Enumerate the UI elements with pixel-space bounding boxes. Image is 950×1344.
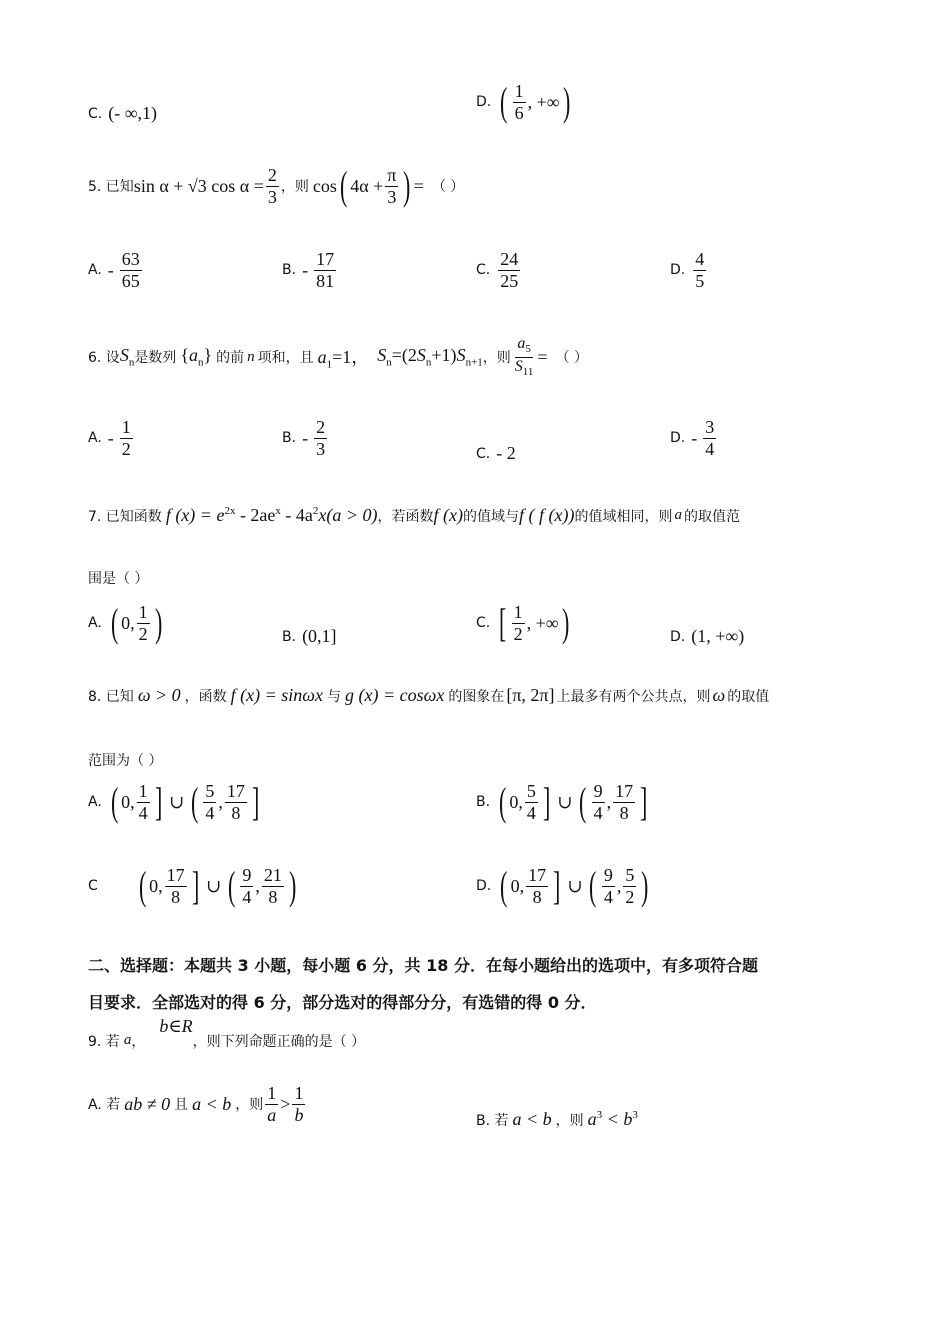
sign: - bbox=[691, 427, 698, 448]
var-a: a bbox=[123, 1032, 132, 1048]
sub: n bbox=[425, 357, 432, 370]
frac-den: 65 bbox=[121, 270, 140, 291]
answer-blank: （ ） bbox=[555, 350, 588, 367]
option-label: D. bbox=[670, 430, 686, 447]
sup: 3 bbox=[596, 1109, 603, 1121]
frac-den: a bbox=[267, 1104, 277, 1125]
text: ，则下列命题正确的是（ ） bbox=[192, 1033, 366, 1050]
var-S: S bbox=[514, 357, 523, 375]
question-8: 8. 已知 ω > 0 ，函数 f (x) = sinωx 与 g (x) = cosωx 的图象在 [π, 2π] 上最多有两个公共点，则 ω 的取值 bbox=[88, 685, 770, 705]
var-a: a bbox=[674, 507, 682, 523]
union: ∪ bbox=[205, 875, 222, 896]
q8-option-d: D. ( 0, $\frac{17}{8}$ ] ∪ ( $\frac{9}{4}$ , $\frac{5}{2}$ ) bbox=[476, 863, 649, 909]
q8-number: 8. 已知 bbox=[88, 688, 134, 705]
option-label: A. bbox=[88, 794, 102, 811]
q6-option-c bbox=[476, 443, 516, 464]
q7-option-b bbox=[282, 626, 337, 647]
sub: 11 bbox=[522, 365, 534, 378]
option-label: C. bbox=[476, 262, 491, 279]
option-label: D. bbox=[476, 878, 492, 895]
var-n: n bbox=[247, 348, 255, 365]
sub: 1 bbox=[326, 359, 333, 372]
text: 项和，且 bbox=[257, 350, 314, 367]
func: f (x) bbox=[433, 505, 464, 525]
text: x(a > 0) bbox=[318, 505, 378, 525]
frac-num: 5 bbox=[205, 781, 215, 801]
value: =1， bbox=[332, 347, 370, 368]
q5-option-a bbox=[88, 250, 144, 291]
q4-option-c bbox=[88, 103, 157, 124]
q8-option-b: B. ( 0, $\frac{5}{4}$ ] ∪ ( $\frac{9}{4}$ , $\frac{17}{8}$ ] bbox=[476, 779, 648, 825]
var-S: S bbox=[377, 345, 387, 366]
q5-number: 5. 已知 bbox=[88, 179, 134, 196]
option-label: C. bbox=[476, 445, 491, 462]
answer-blank: （ ） bbox=[431, 179, 465, 196]
text: 且 bbox=[174, 1097, 189, 1114]
q5-option-c bbox=[476, 250, 522, 291]
frac-den: 2 bbox=[121, 438, 131, 459]
q5-lhs: sin α + √3 cos α = bbox=[133, 175, 264, 196]
q9-number: 9. 若 bbox=[88, 1033, 120, 1050]
q6-option-a bbox=[88, 418, 135, 459]
text: ，则 bbox=[482, 350, 511, 367]
interval-tail: , +∞ bbox=[526, 612, 559, 633]
frac-den: 8 bbox=[619, 802, 629, 823]
frac-den: 3 bbox=[387, 186, 397, 207]
frac-num: 1 bbox=[121, 417, 131, 437]
text: 的图象在 bbox=[448, 688, 505, 705]
sign: - bbox=[107, 259, 114, 280]
option-label: A. bbox=[88, 615, 102, 632]
frac-den: 8 bbox=[532, 886, 542, 907]
var-a: a bbox=[587, 1109, 597, 1129]
option-label: A. bbox=[88, 262, 102, 279]
option-value: - 2 bbox=[496, 443, 516, 463]
interval-start: 0, bbox=[510, 875, 525, 896]
frac-num: 5 bbox=[526, 781, 536, 801]
frac-num: 17 bbox=[166, 865, 185, 885]
frac-num: 1 bbox=[267, 1083, 277, 1103]
union: ∪ bbox=[557, 791, 573, 812]
section-2-heading-line1: 二、选择题：本题共 3 小题，每小题 6 分，共 18 分．在每小题给出的选项中，有多项符合题 bbox=[88, 956, 758, 975]
q8-option-a: A. ( 0, $\frac{1}{4}$ ] ∪ ( $\frac{5}{4}$ , $\frac{17}{8}$ ] bbox=[88, 779, 260, 825]
sign: - bbox=[302, 259, 309, 280]
q5-cos: cos bbox=[312, 175, 337, 196]
frac-den: 6 bbox=[514, 102, 524, 123]
option-label: C bbox=[88, 878, 98, 895]
frac-num: 3 bbox=[705, 417, 715, 437]
frac-den: 4 bbox=[205, 802, 215, 823]
frac-num: 21 bbox=[263, 865, 282, 885]
question-6: 6. 设 $S_n$ 是数列 $\{a_n\}$ 的前 n 项和，且 $a_1=1$， $S_n=(2S_n+1)S_{n+1}$ ，则 $\frac{a_5}{S_{11}}$ = （ ） bbox=[88, 335, 588, 378]
text: 上最多有两个公共点，则 bbox=[556, 688, 711, 705]
omega: ω bbox=[712, 685, 726, 705]
union: ∪ bbox=[168, 791, 185, 812]
q5-eq: = bbox=[413, 175, 424, 196]
frac-den: 4 bbox=[138, 802, 148, 823]
frac-num: 2 bbox=[267, 165, 277, 185]
frac-num: 1 bbox=[513, 602, 523, 622]
frac-num: 9 bbox=[593, 781, 603, 801]
frac-den: 4 bbox=[526, 802, 536, 823]
question-5: 5. 已知 sin α + √3 cos α = $\frac{2}{3}$ ，则 cos ( 4α + $\frac{\pi}{3}$ ) = （ ） bbox=[88, 163, 465, 209]
text: ，则 bbox=[235, 1097, 264, 1114]
text: - 2ae bbox=[235, 505, 276, 525]
frac-num: 17 bbox=[615, 781, 634, 801]
sup: 3 bbox=[632, 1109, 638, 1121]
frac-num: 63 bbox=[121, 249, 140, 269]
frac-den: 2 bbox=[513, 623, 523, 644]
option-label: B. bbox=[282, 628, 297, 645]
sub: 5 bbox=[525, 343, 531, 356]
text: ， bbox=[131, 1033, 146, 1050]
interval: π, 2π bbox=[512, 685, 549, 705]
var-S: S bbox=[456, 345, 466, 366]
gt: > bbox=[280, 1093, 291, 1114]
sup: x bbox=[275, 505, 281, 517]
frac-den: 5 bbox=[695, 270, 705, 291]
frac-den: 4 bbox=[593, 802, 603, 823]
q5-conj: ，则 bbox=[280, 179, 309, 196]
frac-num: π bbox=[387, 165, 397, 185]
var-a: a bbox=[188, 345, 198, 366]
frac-num: 24 bbox=[500, 249, 519, 269]
q9-set bbox=[159, 1016, 192, 1037]
frac-num: 9 bbox=[242, 865, 252, 885]
option-value: (0,1] bbox=[302, 626, 337, 646]
frac-num: 9 bbox=[603, 865, 613, 885]
text: 的值域相同，则 bbox=[574, 508, 673, 525]
sign: - bbox=[107, 427, 114, 448]
q7-option-c: C. [ $\frac{1}{2}$ , +∞ ) bbox=[476, 600, 569, 646]
interval-start: 0, bbox=[121, 791, 135, 812]
sup: 2x bbox=[224, 505, 236, 517]
text: < b bbox=[602, 1109, 633, 1129]
frac-num: 17 bbox=[528, 865, 547, 885]
text: ，函数 bbox=[184, 688, 227, 705]
interval-start: 0, bbox=[121, 612, 135, 633]
q4-option-d: D. ( $\frac{1}{6}$ , +∞ ) bbox=[476, 79, 570, 125]
eq: = bbox=[537, 346, 548, 367]
q7-option-a: A. ( 0, $\frac{1}{2}$ ) bbox=[88, 600, 162, 646]
func-g: g (x) = cosωx bbox=[345, 685, 445, 705]
frac-num: 1 bbox=[138, 602, 148, 622]
option-label: B. 若 bbox=[476, 1112, 509, 1129]
frac-den: 3 bbox=[267, 186, 277, 207]
text: 的取值 bbox=[727, 688, 770, 705]
b-in-r: b∈R bbox=[159, 1016, 193, 1036]
frac-den: 4 bbox=[242, 886, 252, 907]
frac-num: 1 bbox=[294, 1083, 304, 1103]
option-label: C. bbox=[476, 615, 491, 632]
union: ∪ bbox=[567, 875, 583, 896]
text: 的取值范 bbox=[683, 508, 740, 525]
sub: n bbox=[128, 357, 135, 370]
frac-den: b bbox=[294, 1104, 304, 1125]
frac-den: 81 bbox=[316, 270, 335, 291]
q5-option-d bbox=[670, 250, 708, 291]
option-label: D. bbox=[670, 628, 686, 645]
frac-den: 2 bbox=[138, 623, 148, 644]
q9-option-a bbox=[88, 1084, 307, 1125]
q8-option-c: C ( 0, $\frac{17}{8}$ ] ∪ ( $\frac{9}{4}$ , $\frac{21}{8}$ ) bbox=[88, 863, 297, 909]
text: ，若函数 bbox=[377, 508, 434, 525]
sign: - bbox=[302, 427, 309, 448]
text: 与 bbox=[327, 688, 342, 705]
interval-start: 0, bbox=[149, 875, 163, 896]
frac-num: 1 bbox=[138, 781, 148, 801]
var-S: S bbox=[416, 345, 426, 366]
frac-num: 17 bbox=[226, 781, 245, 801]
interval-tail: , +∞ bbox=[527, 91, 560, 112]
frac-num: 5 bbox=[625, 865, 635, 885]
frac-num: 4 bbox=[695, 249, 705, 269]
frac-num: 17 bbox=[316, 249, 335, 269]
option-label: A. bbox=[88, 430, 102, 447]
func: f ( f (x)) bbox=[519, 505, 575, 525]
frac-den: 4 bbox=[705, 438, 715, 459]
q9-option-b bbox=[476, 1109, 638, 1130]
q7-option-d bbox=[670, 626, 744, 647]
sub: n+1 bbox=[465, 357, 483, 370]
func: f (x) = e bbox=[165, 505, 225, 525]
text: 是数列 bbox=[134, 350, 177, 367]
q6-number: 6. 设 bbox=[88, 350, 120, 367]
text: - 4a bbox=[280, 505, 313, 525]
interval-start: 0, bbox=[509, 791, 523, 812]
q6-option-d bbox=[670, 418, 718, 459]
text: 的值域与 bbox=[463, 508, 520, 525]
func-f: f (x) = sinωx bbox=[230, 685, 324, 705]
sup: 2 bbox=[312, 505, 319, 517]
option-label: D. bbox=[670, 262, 686, 279]
frac-num: 1 bbox=[514, 81, 524, 101]
question-9 bbox=[88, 1016, 366, 1051]
option-value: (1, +∞) bbox=[691, 626, 745, 646]
sub: n bbox=[386, 357, 392, 370]
var-S: S bbox=[119, 345, 129, 366]
sub: n bbox=[197, 357, 204, 370]
omega-cond: ω > 0 bbox=[137, 685, 181, 705]
q7-number: 7. 已知函数 bbox=[88, 508, 162, 525]
question-7 bbox=[88, 505, 740, 526]
frac-den: 3 bbox=[316, 438, 326, 459]
var-a: a bbox=[517, 335, 526, 352]
cond-ab: ab ≠ 0 bbox=[124, 1093, 171, 1114]
option-value: (- ∞,1) bbox=[108, 103, 158, 123]
text: ，则 bbox=[555, 1112, 584, 1129]
option-label: B. bbox=[282, 262, 297, 279]
section-2-heading-line2: 目要求．全部选对的得 6 分，部分选对的得部分分，有选错的得 0 分． bbox=[88, 993, 597, 1012]
var-a: a bbox=[317, 347, 327, 368]
q7-line2: 围是（ ） bbox=[88, 571, 149, 587]
frac-den: 25 bbox=[500, 270, 519, 291]
frac-den: 8 bbox=[231, 802, 241, 823]
q5-option-b bbox=[282, 250, 338, 291]
cond: a < b bbox=[512, 1109, 552, 1129]
q8-line2: 范围为（ ） bbox=[88, 753, 163, 769]
frac-den: 8 bbox=[171, 886, 181, 907]
text: =(2 bbox=[391, 345, 417, 366]
option-label: A. 若 bbox=[88, 1097, 121, 1114]
option-label: D. bbox=[476, 94, 492, 111]
q5-inner: 4α + bbox=[350, 175, 384, 196]
option-label: C. bbox=[88, 105, 103, 122]
text: 的前 bbox=[216, 350, 245, 367]
frac-den: 8 bbox=[268, 886, 278, 907]
frac-den: 2 bbox=[625, 886, 635, 907]
text: +1) bbox=[431, 345, 457, 366]
q6-option-b bbox=[282, 418, 329, 459]
frac-num: 2 bbox=[316, 417, 326, 437]
frac-den: 4 bbox=[603, 886, 613, 907]
cond: a < b bbox=[192, 1093, 232, 1114]
option-label: B. bbox=[282, 430, 297, 447]
option-label: B. bbox=[476, 794, 491, 811]
